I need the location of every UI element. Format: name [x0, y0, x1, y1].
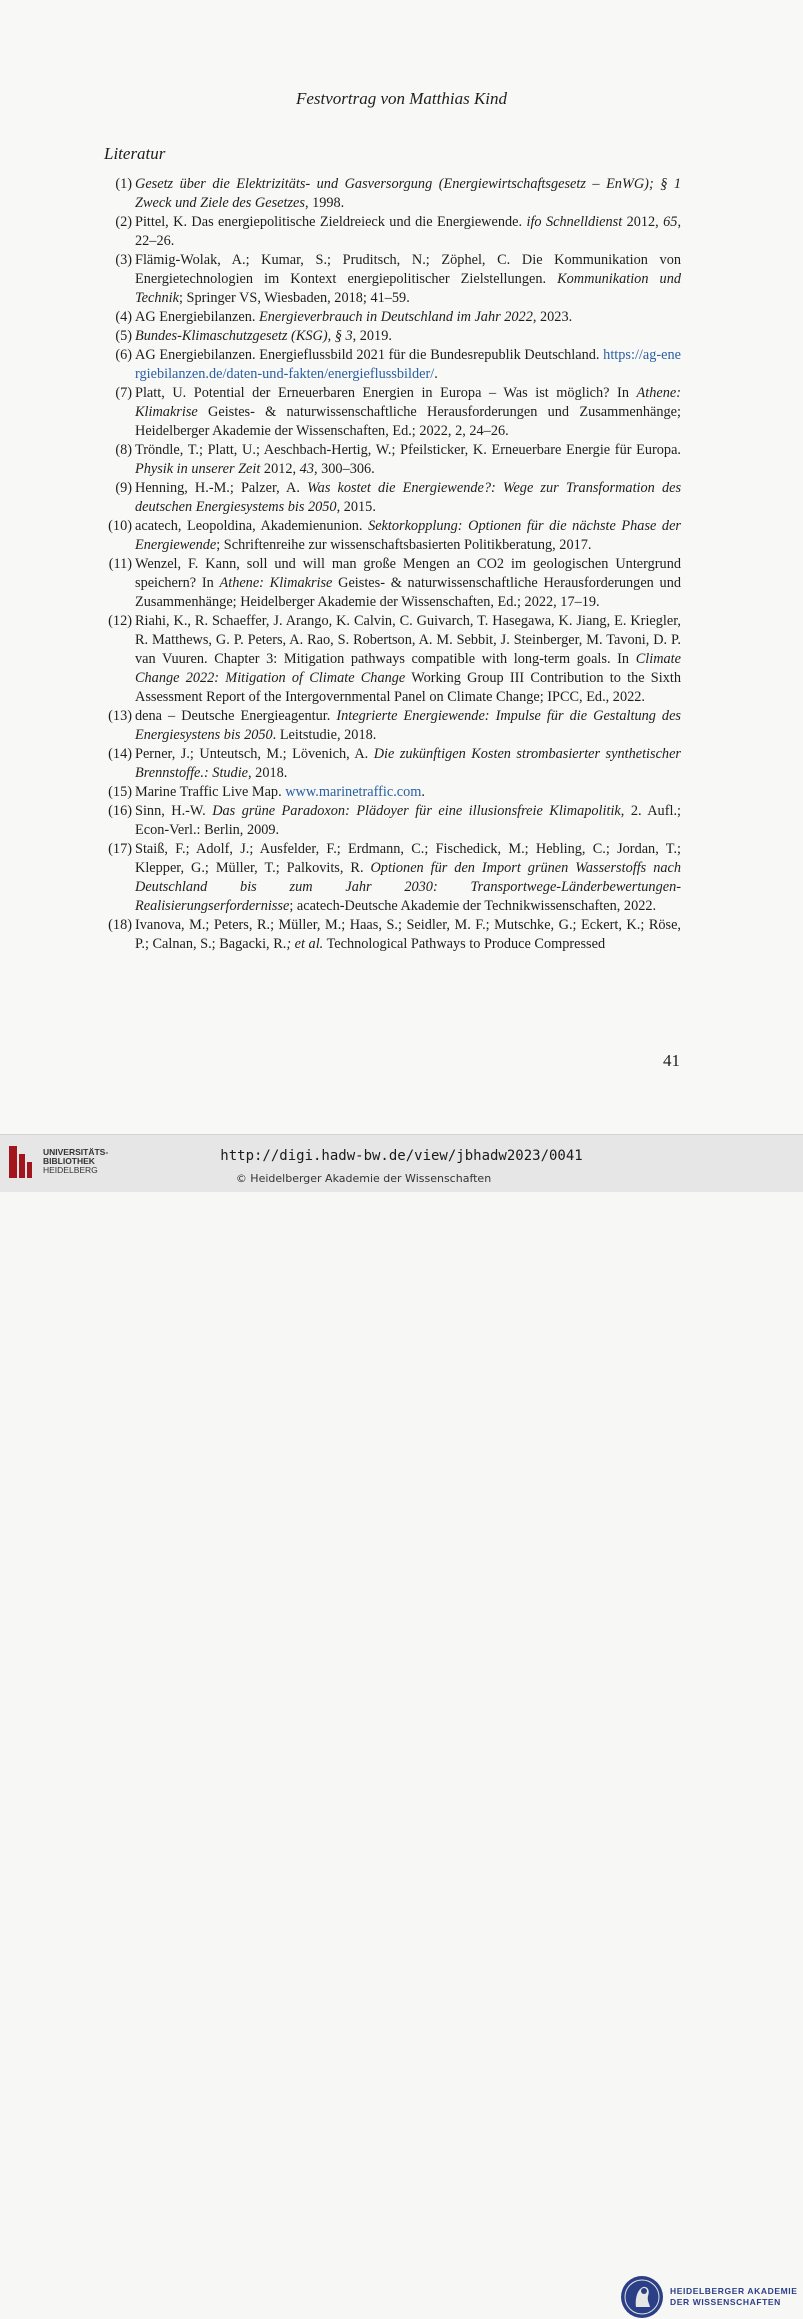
reference-text	[134, 840, 681, 916]
reference-fragment: Platt, U. Potential der Erneuerbaren Energien in Europa – Was ist möglich? In	[135, 385, 637, 401]
reference-italic: ifo Schnelldienst	[526, 214, 623, 230]
reference-item	[104, 555, 681, 612]
reference-text	[134, 479, 681, 517]
reference-italic: Was kostet die Energiewende?: Wege zur Transformation des deutschen Energiesystems bis 2050	[135, 480, 682, 515]
reference-link[interactable]: www.marinetraffic.com	[285, 784, 422, 800]
reference-text	[134, 175, 681, 213]
reference-item	[104, 479, 681, 517]
reference-italic: Das grüne Paradoxon: Plädoyer für eine illusionsfreie Klimapolitik	[212, 803, 621, 819]
copyright-notice: © Heidelberger Akademie der Wissenschaften	[235, 1172, 492, 1185]
page-number: 41	[663, 1051, 680, 1070]
reference-fragment: acatech, Leopoldina, Akademienunion.	[135, 518, 369, 534]
reference-fragment: , 2018.	[248, 765, 288, 781]
ub-logo-line3: HEIDELBERG	[43, 1164, 98, 1175]
reference-fragment: , 2015.	[336, 499, 376, 515]
reference-number: (1)	[115, 176, 132, 192]
reference-fragment: Technological Pathways to Produce Compressed	[323, 936, 606, 952]
reference-text	[134, 517, 681, 555]
reference-number: (5)	[115, 328, 132, 344]
reference-text	[134, 327, 681, 346]
reference-italic: ; et al.	[286, 936, 324, 952]
reference-italic: Physik in unserer Zeit	[135, 461, 261, 477]
reference-italic: 43	[299, 461, 314, 477]
reference-number: (11)	[108, 556, 132, 572]
reference-text	[134, 384, 681, 441]
reference-item	[104, 213, 681, 251]
reference-item	[104, 384, 681, 441]
reference-number: (18)	[108, 917, 132, 933]
reference-item	[104, 441, 681, 479]
hadw-logo-text	[670, 2286, 798, 2308]
reference-fragment: Wenzel, F. Kann, soll und will man große Mengen an CO2 im geologischen Untergrund speichern? In	[135, 556, 681, 591]
reference-text	[134, 213, 681, 251]
reference-italic: Die zukünftigen Kosten strombasierter synthetischer Brennstoffe.: Studie	[135, 746, 681, 781]
reference-italic: 65	[663, 214, 678, 230]
reference-text	[134, 308, 681, 327]
reference-list	[104, 175, 681, 954]
reference-fragment: Geistes- & naturwissenschaftliche Herausforderungen und Zusammenhänge; Heidelberger Akademie der Wissenschaften, Ed.; 2022, 17–19.	[135, 575, 681, 610]
reference-number: (4)	[115, 309, 132, 325]
reference-fragment: AG Energiebilanzen.	[135, 309, 259, 325]
reference-text	[134, 441, 681, 479]
reference-italic: Gesetz über die Elektrizitäts- und Gasversorgung (Energiewirtschaftsgesetz – EnWG); § 1 Zweck und Ziele des Gesetzes	[135, 176, 681, 211]
reference-number: (12)	[108, 613, 132, 629]
hadw-logo-line1: HEIDELBERGER AKADEMIE	[670, 2286, 798, 2296]
reference-number: (6)	[115, 347, 132, 363]
reference-fragment: Henning, H.-M.; Palzer, A.	[135, 480, 308, 496]
reference-fragment: 2012,	[260, 461, 300, 477]
reference-item	[104, 308, 681, 327]
reference-text	[134, 745, 681, 783]
reference-number: (8)	[115, 442, 132, 458]
reference-fragment: , 2019.	[352, 328, 392, 344]
reference-fragment: ; Springer VS, Wiesbaden, 2018; 41–59.	[178, 290, 410, 306]
reference-number: (7)	[115, 385, 132, 401]
reference-italic: Athene: Klimakrise	[135, 385, 681, 420]
reference-item	[104, 175, 681, 213]
reference-fragment: Perner, J.; Unteutsch, M.; Lövenich, A.	[135, 746, 374, 762]
reference-fragment: ; Schriftenreihe zur wissenschaftsbasierten Politikberatung, 2017.	[216, 537, 592, 553]
hadw-seal-icon	[620, 2275, 664, 2319]
ub-logo-line1: UNIVERSITÄTS-	[43, 1146, 109, 1157]
reference-fragment: Flämig-Wolak, A.; Kumar, S.; Pruditsch, N.; Zöphel, C. Die Kommunikation von Energietechnologien im Kontext energiepolitischer Zielstellungen.	[135, 252, 681, 287]
reference-fragment: Sinn, H.-W.	[135, 803, 213, 819]
reference-number: (17)	[108, 841, 132, 857]
reference-text	[134, 555, 681, 612]
hadw-logo[interactable]	[620, 2275, 798, 2319]
reference-text	[134, 916, 681, 954]
reference-number: (3)	[115, 252, 132, 268]
reference-number: (9)	[115, 480, 132, 496]
reference-number: (10)	[108, 518, 132, 534]
reference-number: (13)	[108, 708, 132, 724]
ub-logo-line2: BIBLIOTHEK	[43, 1155, 95, 1166]
reference-item	[104, 707, 681, 745]
reference-fragment: Working Group III Contribution to the Sixth Assessment Report of the Intergovernmental Panel on Climate Change; IPCC, Ed., 2022.	[135, 670, 681, 705]
reference-text	[134, 707, 681, 745]
reference-fragment: 2012,	[622, 214, 664, 230]
reference-item	[104, 612, 681, 707]
reference-link[interactable]: https://ag-energiebilanzen.de/daten-und-fakten/energieflussbilder/	[135, 347, 681, 382]
reference-fragment: dena – Deutsche Energieagentur.	[135, 708, 337, 724]
reference-number: (15)	[108, 784, 132, 800]
document-page	[0, 0, 803, 1134]
reference-fragment: , 2. Aufl.; Econ-Verl.: Berlin, 2009.	[135, 803, 681, 838]
reference-text	[134, 346, 681, 384]
reference-italic: Energieverbrauch in Deutschland im Jahr 2022	[259, 309, 533, 325]
reference-fragment: Tröndle, T.; Platt, U.; Aeschbach-Hertig, W.; Pfeilsticker, K. Erneuerbare Energie für Europa.	[135, 442, 681, 458]
reference-text	[134, 251, 681, 308]
reference-text	[134, 783, 681, 802]
reference-fragment: , 300–306.	[313, 461, 375, 477]
section-title: Literatur	[104, 144, 166, 163]
reference-fragment: , 22–26.	[135, 214, 682, 249]
reference-fragment: , 2023.	[532, 309, 573, 325]
reference-number: (2)	[115, 214, 132, 230]
reference-fragment: .	[421, 784, 425, 800]
reference-item	[104, 346, 681, 384]
reference-fragment: AG Energiebilanzen. Energieflussbild 2021 für die Bundesrepublik Deutschland.	[135, 347, 604, 363]
reference-item	[104, 251, 681, 308]
reference-item	[104, 783, 681, 802]
reference-item	[104, 745, 681, 783]
reference-fragment: Staiß, F.; Adolf, J.; Ausfelder, F.; Erdmann, C.; Fischedick, M.; Hebling, C.; Jordan, T.; Klepper, G.; Müller, T.; Palkovits, R.	[135, 841, 681, 876]
reference-italic: Integrierte Energiewende: Impulse für die Gestaltung des Energiesystens bis 2050	[135, 708, 681, 743]
reference-italic: Sektorkopplung: Optionen für die nächste Phase der Energiewende	[135, 518, 681, 553]
reference-item	[104, 916, 681, 954]
reference-fragment: , 1998.	[304, 195, 345, 211]
reference-fragment: ; acatech-Deutsche Akademie der Technikwissenschaften, 2022.	[289, 898, 657, 914]
reference-text	[134, 612, 681, 707]
reference-text	[134, 802, 681, 840]
reference-item	[104, 840, 681, 916]
reference-number: (16)	[108, 803, 132, 819]
reference-fragment: Pittel, K. Das energiepolitische Zieldreieck und die Energiewende.	[135, 214, 527, 230]
reference-item	[104, 327, 681, 346]
hadw-logo-line2: DER WISSENSCHAFTEN	[670, 2297, 781, 2307]
reference-fragment: Geistes- & naturwissenschaftliche Herausforderungen und Zusammenhänge; Heidelberger Akademie der Wissenschaften, Ed.; 2022, 2, 24–26.	[135, 404, 681, 439]
reference-italic: Bundes-Klimaschutzgesetz (KSG), § 3	[135, 328, 353, 344]
reference-italic: Climate Change 2022: Mitigation of Climate Change	[135, 651, 681, 686]
reference-fragment: .	[434, 366, 438, 382]
reference-italic: Athene: Klimakrise	[219, 575, 333, 591]
reference-italic: Optionen für den Import grünen Wasserstoffs nach Deutschland bis zum Jahr 2030: Transportwege-Länderbewertungen-Realisierungserfordernisse	[135, 860, 681, 914]
reference-fragment: Marine Traffic Live Map.	[135, 784, 286, 800]
permalink-url[interactable]: http://digi.hadw-bw.de/view/jbhadw2023/0041	[220, 1148, 583, 1164]
reference-item	[104, 802, 681, 840]
reference-fragment: . Leitstudie, 2018.	[272, 727, 377, 743]
reference-number: (14)	[108, 746, 132, 762]
reference-italic: Kommunikation und Technik	[135, 271, 681, 306]
reference-fragment: Riahi, K., R. Schaeffer, J. Arango, K. Calvin, C. Guivarch, T. Hasegawa, K. Jiang, E. Kriegler, R. Matthews, G. P. Peters, A. Rao, S. Robertson, A. M. Sebbit, J. Steinberger, M. Tavoni, D. P. van Vuuren. Chapter 3: Mitigation pathways compatible with long-term goals. In	[135, 613, 681, 667]
reference-fragment: Ivanova, M.; Peters, R.; Müller, M.; Haas, S.; Seidler, M. F.; Mutschke, G.; Eckert, K.; Röse, P.; Calnan, S.; Bagacki, R.	[135, 917, 681, 952]
running-head: Festvortrag von Matthias Kind	[295, 89, 508, 108]
reference-item	[104, 517, 681, 555]
